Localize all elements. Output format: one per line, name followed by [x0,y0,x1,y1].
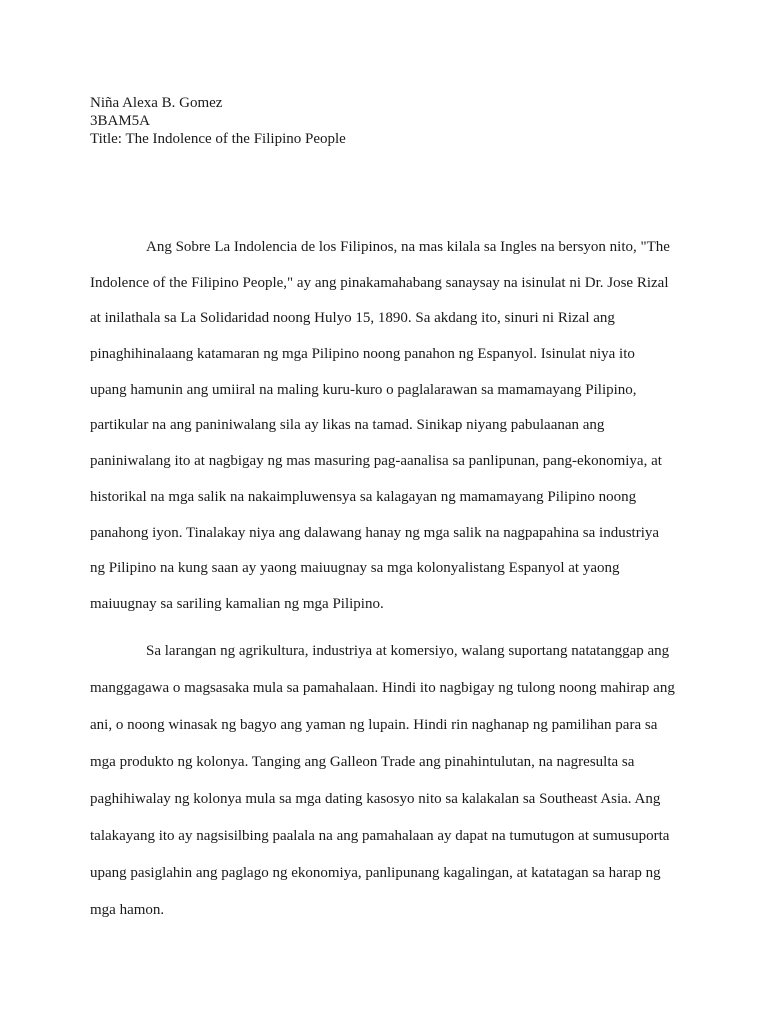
paragraph-line: partikular na ang paniniwalang sila ay likas na tamad. Sinikap niyang pabulaanan ang [90,417,605,434]
paragraph-line: ng Pilipino na kung saan ay yaong maiuugnay sa mga kolonyalistang Espanyol at yaong [90,560,620,577]
paragraph-line: Indolence of the Filipino People," ay ang pinakamahabang sanaysay na isinulat ni Dr. Jose Rizal [90,274,669,291]
paragraph-line: at inilathala sa La Solidaridad noong Hulyo 15, 1890. Sa akdang ito, sinuri ni Rizal ang [90,310,615,327]
paragraph-spacer [90,623,680,633]
document-title: Title: The Indolence of the Filipino People [90,131,346,147]
paragraph-line: Ang Sobre La Indolencia de los Filipinos, na mas kilala sa Ingles na bersyon nito, "The [146,239,670,255]
author-name: Niña Alexa B. Gomez [90,95,223,111]
paragraph-line: paghihiwalay ng kolonya mula sa mga dating kasosyo nito sa kalakalan sa Southeast Asia. Ang [90,790,661,807]
paragraph-line: manggagawa o magsasaka mula sa pamahalaan. Hindi ito nagbigay ng tulong noong mahirap ang [90,679,675,696]
paragraph-line: upang hamunin ang umiiral na maling kuru-kuro o paglalarawan sa mamamayang Pilipino, [90,381,637,398]
paragraph-line: historikal na mga salik na nakaimpluwensya sa kalagayan ng mamamayang Pilipino noong [90,488,637,505]
document-body [90,230,680,929]
paragraph-line: paniniwalang ito at nagbigay ng mas masuring pag-aanalisa sa panlipunan, pang-ekonomiya, at [90,453,662,470]
paragraph-line: panahong iyon. Tinalakay niya ang dalawang hanay ng mga salik na nagpapahina sa industriya [90,524,660,541]
paragraph-line: upang pasiglahin ang paglago ng ekonomiya, panlipunang kagalingan, at katatagan sa harap ng [90,864,661,881]
paragraph-line: maiuugnay sa sariling kamalian ng mga Pilipino. [90,595,384,612]
paragraph [90,633,680,929]
paragraph-line: pinaghihinalaang katamaran ng mga Pilipino noong panahon ng Espanyol. Isinulat niya ito [90,346,635,363]
document-header [90,94,346,148]
class-section: 3BAM5A [90,113,151,129]
paragraph-line: ani, o noong winasak ng bagyo ang yaman ng lupain. Hindi rin naghanap ng pamilihan para sa [90,716,658,733]
paragraph-line: mga hamon. [90,901,165,918]
paragraph-line: talakayang ito ay nagsisilbing paalala na ang pamahalaan ay dapat na tumutugon at sumusuporta [90,827,670,844]
paragraph-line: mga produkto ng kolonya. Tanging ang Galleon Trade ang pinahintulutan, na nagresulta sa [90,753,635,770]
paragraph [90,230,680,623]
paragraph-line: Sa larangan ng agrikultura, industriya at komersiyo, walang suportang natatanggap ang [146,642,670,659]
